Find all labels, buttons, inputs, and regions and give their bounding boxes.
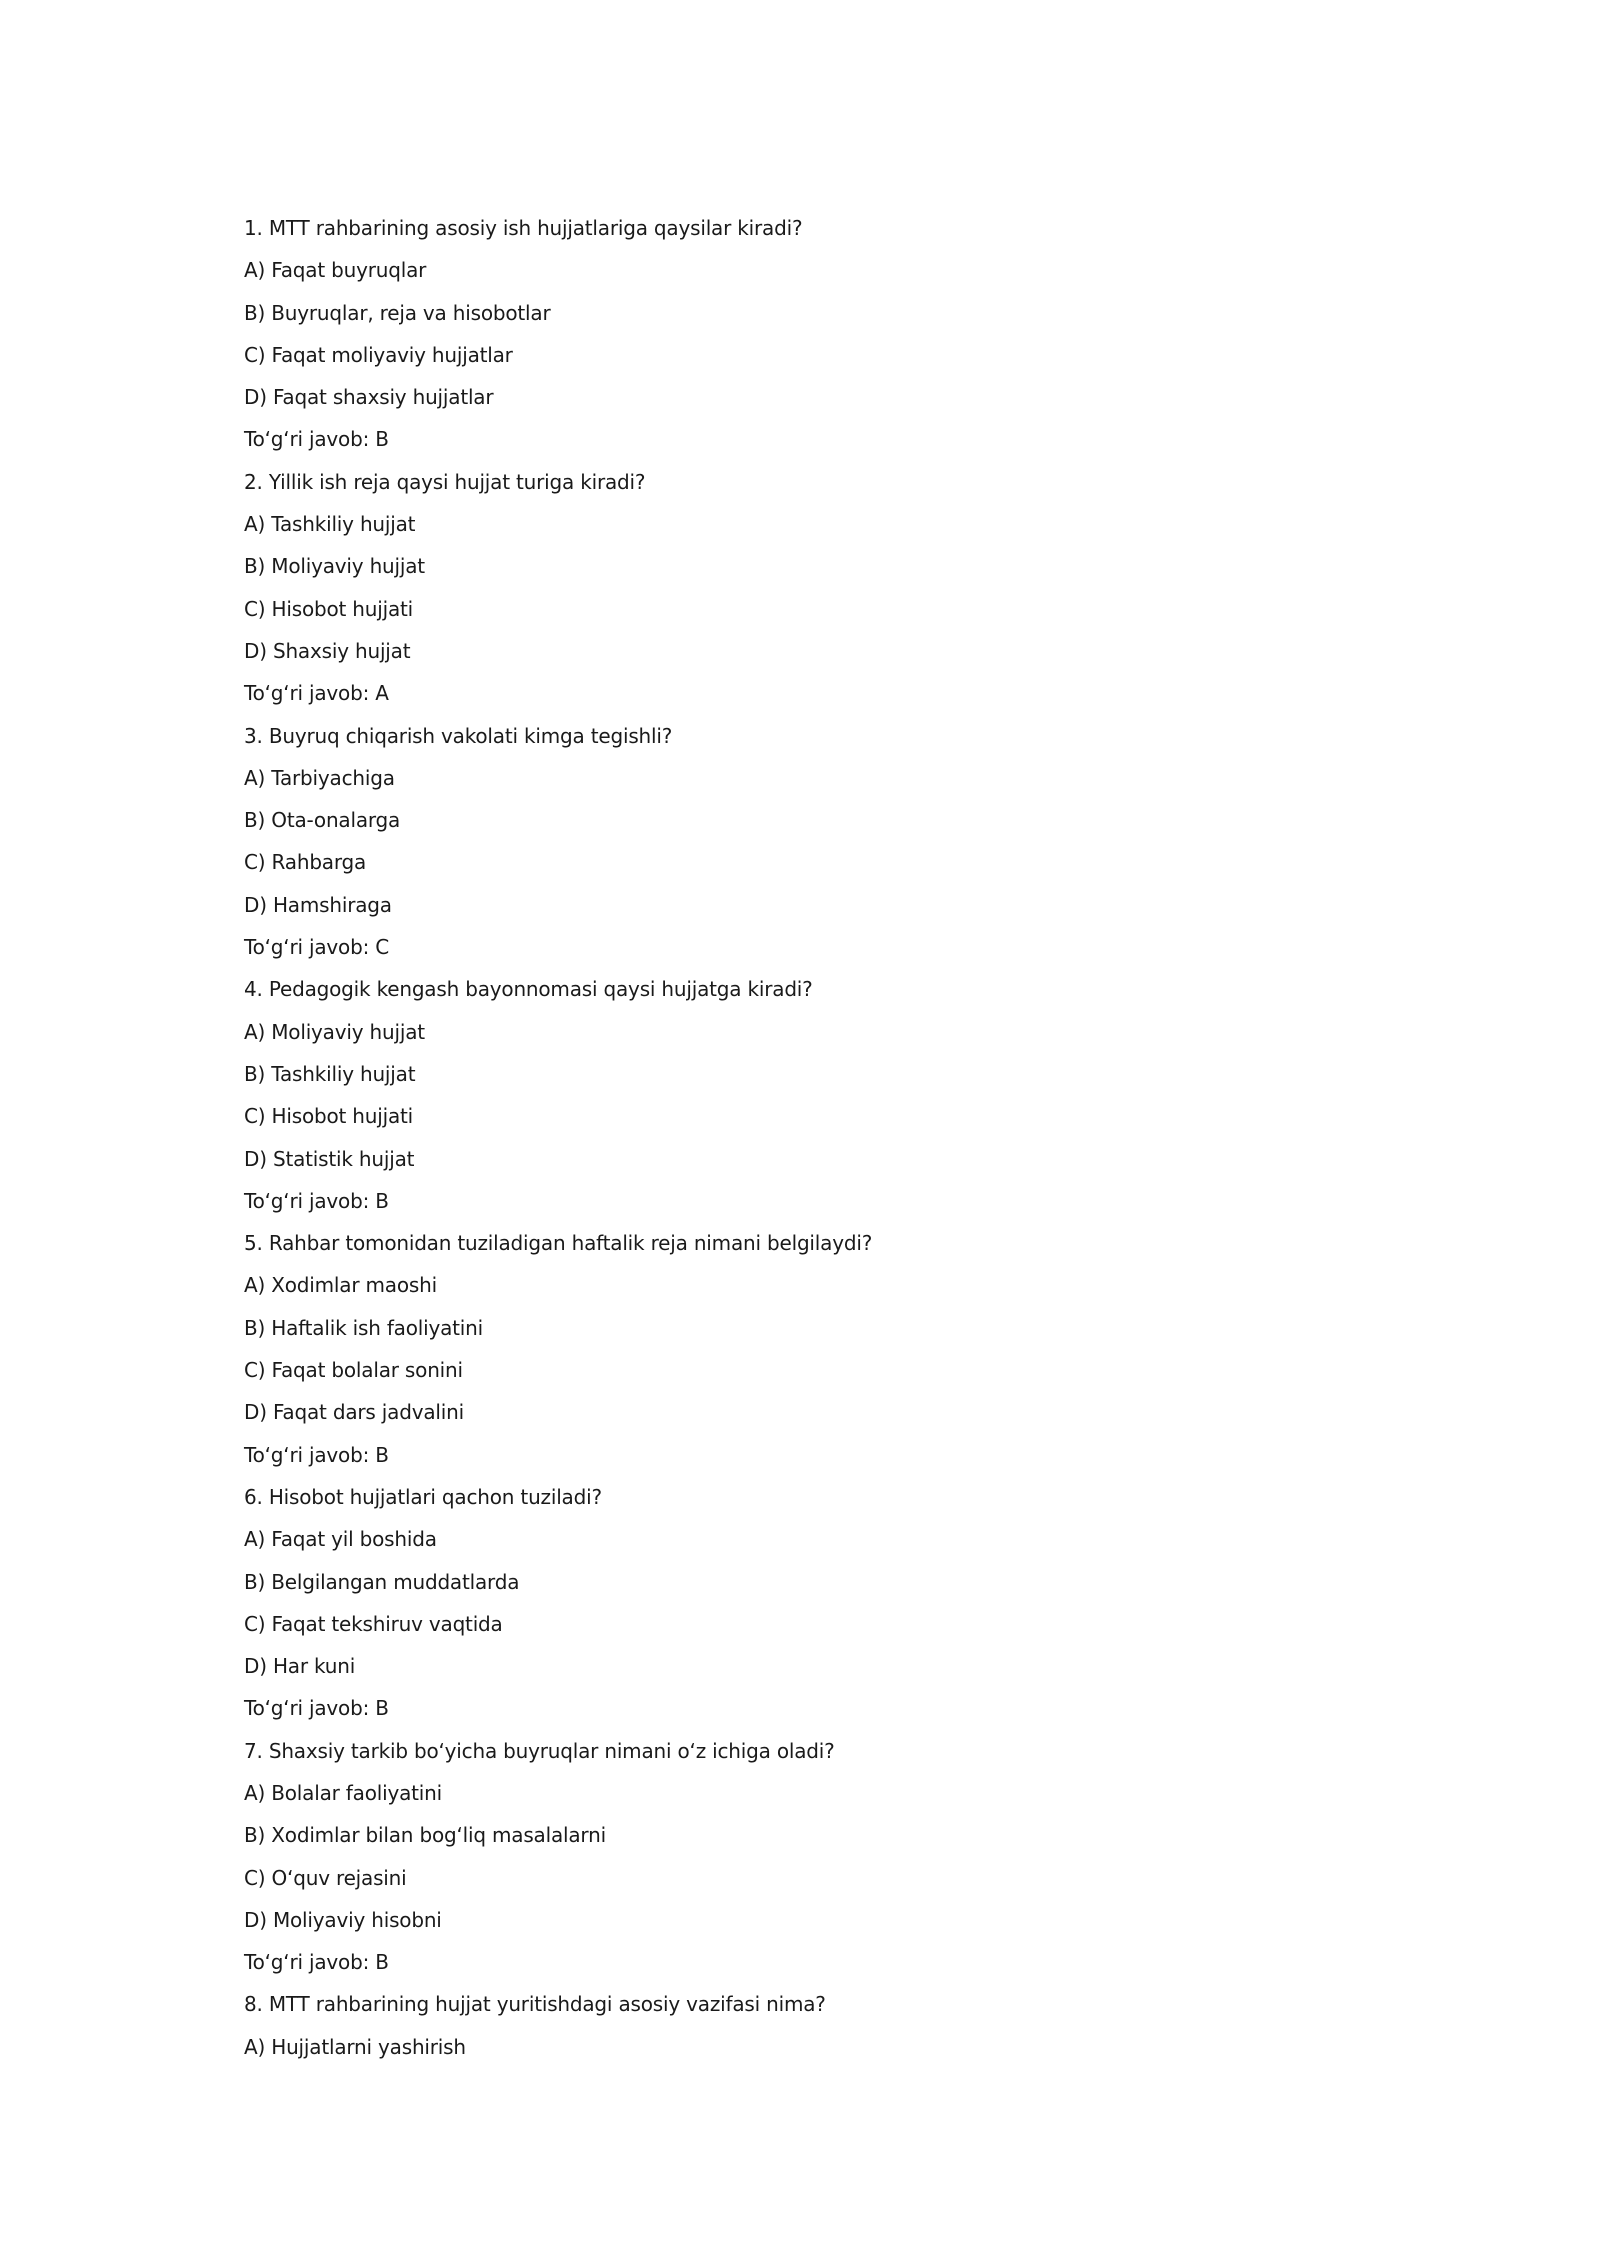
answer-option: B) Xodimlar bilan bog‘liq masalalarni (244, 1823, 606, 1848)
question-text: 6. Hisobot hujjatlari qachon tuziladi? (244, 1484, 602, 1509)
answer-option: D) Har kuni (244, 1654, 356, 1679)
answer-option: A) Xodimlar maoshi (244, 1273, 437, 1298)
answer-option: D) Faqat shaxsiy hujjatlar (244, 385, 494, 410)
answer-option: B) Moliyaviy hujjat (244, 554, 425, 579)
question-text: 3. Buyruq chiqarish vakolati kimga tegishli? (244, 723, 673, 748)
answer-option: C) Faqat tekshiruv vaqtida (244, 1611, 503, 1636)
correct-answer: To‘g‘ri javob: B (244, 1950, 389, 1975)
answer-option: D) Hamshiraga (244, 892, 392, 917)
correct-answer: To‘g‘ri javob: B (244, 1442, 389, 1467)
question-text: 7. Shaxsiy tarkib bo‘yicha buyruqlar nimani o‘z ichiga oladi? (244, 1738, 835, 1763)
answer-option: C) Hisobot hujjati (244, 1104, 414, 1129)
answer-option: B) Tashkiliy hujjat (244, 1061, 416, 1086)
answer-option: C) O‘quv rejasini (244, 1865, 407, 1890)
quiz-content (244, 214, 1344, 2075)
answer-option: B) Ota-onalarga (244, 808, 401, 833)
answer-option: B) Belgilangan muddatlarda (244, 1569, 520, 1594)
answer-option: B) Haftalik ish faoliyatini (244, 1315, 483, 1340)
answer-option: D) Shaxsiy hujjat (244, 638, 411, 663)
answer-option: A) Tashkiliy hujjat (244, 512, 416, 537)
answer-option: D) Moliyaviy hisobni (244, 1907, 442, 1932)
answer-option: A) Faqat buyruqlar (244, 258, 427, 283)
correct-answer: To‘g‘ri javob: B (244, 1696, 389, 1721)
answer-option: A) Tarbiyachiga (244, 765, 395, 790)
answer-option: A) Hujjatlarni yashirish (244, 2034, 466, 2059)
question-text: 8. MTT rahbarining hujjat yuritishdagi asosiy vazifasi nima? (244, 1992, 826, 2017)
answer-option: A) Moliyaviy hujjat (244, 1019, 425, 1044)
question-text: 5. Rahbar tomonidan tuziladigan haftalik reja nimani belgilaydi? (244, 1231, 873, 1256)
question-text: 4. Pedagogik kengash bayonnomasi qaysi hujjatga kiradi? (244, 977, 813, 1002)
answer-option: D) Statistik hujjat (244, 1146, 415, 1171)
answer-option: A) Bolalar faoliyatini (244, 1780, 442, 1805)
question-text: 1. MTT rahbarining asosiy ish hujjatlariga qaysilar kiradi? (244, 216, 803, 240)
answer-option: C) Rahbarga (244, 850, 367, 875)
correct-answer: To‘g‘ri javob: A (244, 681, 389, 706)
answer-option: C) Hisobot hujjati (244, 596, 414, 621)
question-text: 2. Yillik ish reja qaysi hujjat turiga kiradi? (244, 469, 646, 494)
answer-option: A) Faqat yil boshida (244, 1527, 437, 1552)
correct-answer: To‘g‘ri javob: B (244, 427, 389, 452)
correct-answer: To‘g‘ri javob: B (244, 1188, 389, 1213)
answer-option: C) Faqat bolalar sonini (244, 1358, 463, 1383)
answer-option: D) Faqat dars jadvalini (244, 1400, 464, 1425)
correct-answer: To‘g‘ri javob: C (244, 935, 390, 960)
answer-option: B) Buyruqlar, reja va hisobotlar (244, 300, 551, 325)
answer-option: C) Faqat moliyaviy hujjatlar (244, 342, 513, 367)
